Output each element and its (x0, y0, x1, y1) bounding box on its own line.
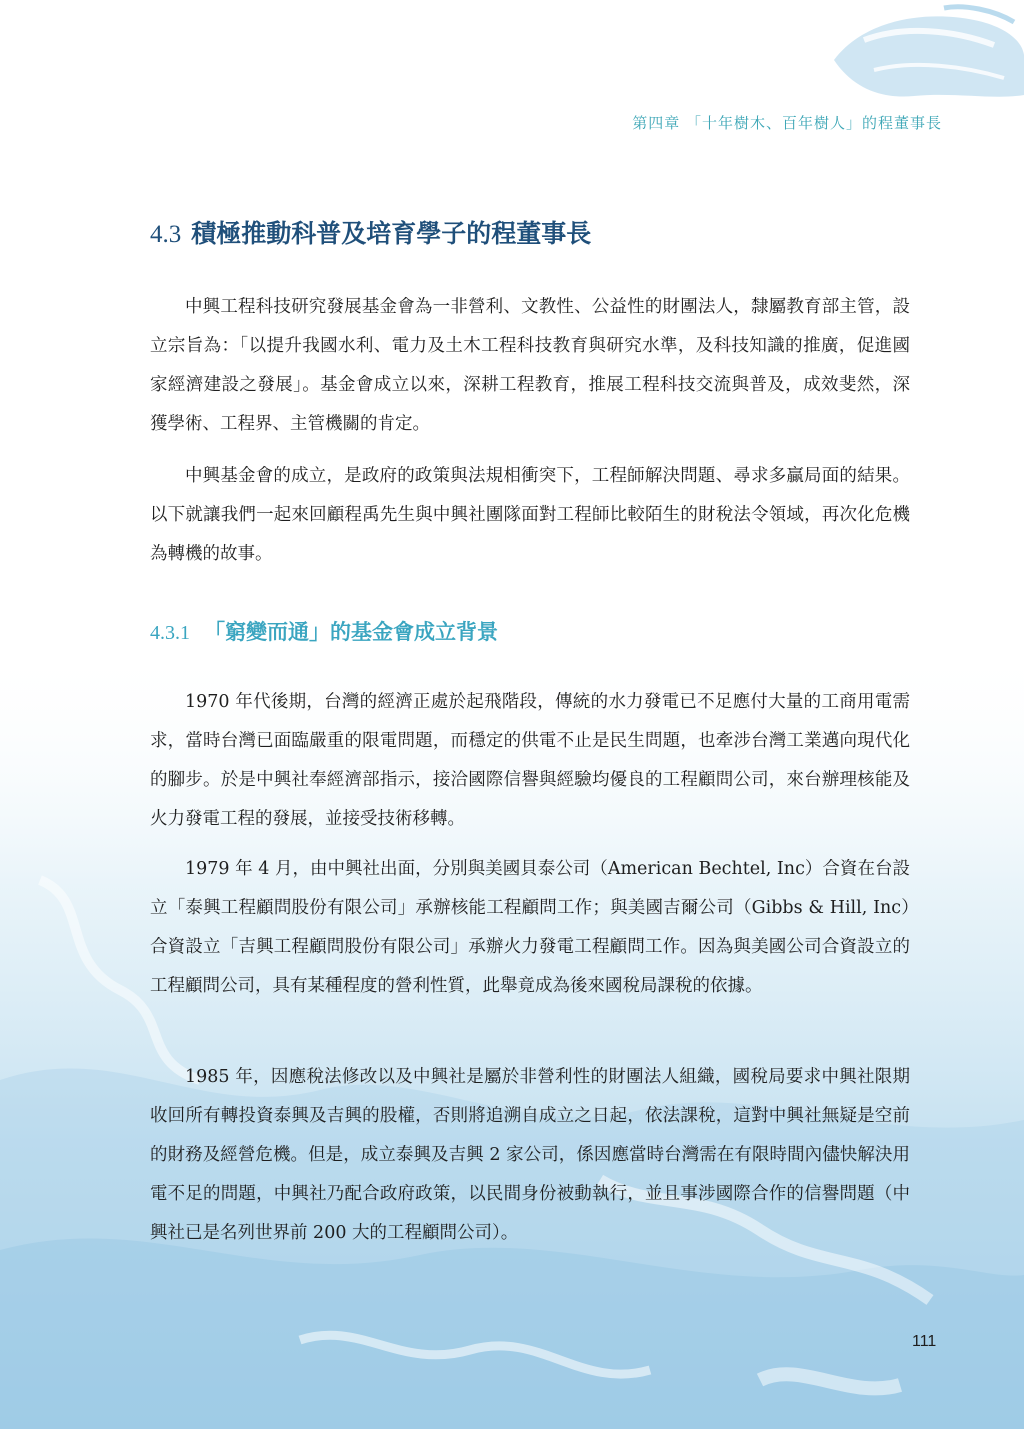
section-number: 4.3 (150, 221, 182, 248)
subsection-heading (150, 616, 498, 646)
corner-watercolor-decoration (794, 0, 1024, 130)
section-heading (150, 214, 591, 250)
body-paragraph-5: 1985 年，因應稅法修改以及中興社是屬於非營利性的財團法人組織，國稅局要求中興社限期收回所有轉投資泰興及吉興的股權，否則將追溯自成立之日起，依法課稅，這對中興社無疑是空前的財務及經營危機。但是，成立泰興及吉興 2 家公司，係因應當時台灣需在有限時間內儘快解決用電不足的問題，中興社乃配合政府政策，以民間身份被動執行，並且事涉國際合作的信譽問題（中興社已是名列世界前 200 大的工程顧問公司）。 (150, 1067, 910, 1243)
body-paragraph-2: 中興基金會的成立，是政府的政策與法規相衝突下，工程師解決問題、尋求多贏局面的結果。以下就讓我們一起來回顧程禹先生與中興社團隊面對工程師比較陌生的財稅法令領域，再次化危機為轉機的故事。 (150, 466, 910, 564)
section-title-text: 積極推動科普及培育學子的程董事長 (191, 219, 592, 248)
body-paragraph-1: 中興工程科技研究發展基金會為一非營利、文教性、公益性的財團法人，隸屬教育部主管，設立宗旨為：「以提升我國水利、電力及土木工程科技教育與研究水準，及科技知識的推廣，促進國家經濟建設之發展」。基金會成立以來，深耕工程教育，推展工程科技交流與普及，成效斐然，深獲學術、工程界、主管機關的肯定。 (150, 297, 910, 434)
subsection-title-text: 「窮變而通」的基金會成立背景 (204, 620, 498, 644)
subsection-number: 4.3.1 (150, 622, 190, 644)
page-number: 111 (912, 1333, 937, 1350)
running-head: 第四章 「十年樹木、百年樹人」的程董事長 (632, 114, 942, 132)
body-paragraph-4: 1979 年 4 月，由中興社出面，分別與美國貝泰公司（American Bechtel, Inc）合資在台設立「泰興工程顧問股份有限公司」承辦核能工程顧問工作；與美國吉爾公司（Gibbs & Hill, Inc）合資設立「吉興工程顧問股份有限公司」承辦火力發電工程顧問工作。因為與美國公司合資設立的工程顧問公司，具有某種程度的營利性質，此舉竟成為後來國稅局課稅的依據。 (150, 859, 910, 996)
body-paragraph-3: 1970 年代後期，台灣的經濟正處於起飛階段，傳統的水力發電已不足應付大量的工商用電需求，當時台灣已面臨嚴重的限電問題，而穩定的供電不止是民生問題，也牽涉台灣工業邁向現代化的腳步。於是中興社奉經濟部指示，接洽國際信譽與經驗均優良的工程顧問公司，來台辦理核能及火力發電工程的發展，並接受技術移轉。 (150, 692, 910, 829)
